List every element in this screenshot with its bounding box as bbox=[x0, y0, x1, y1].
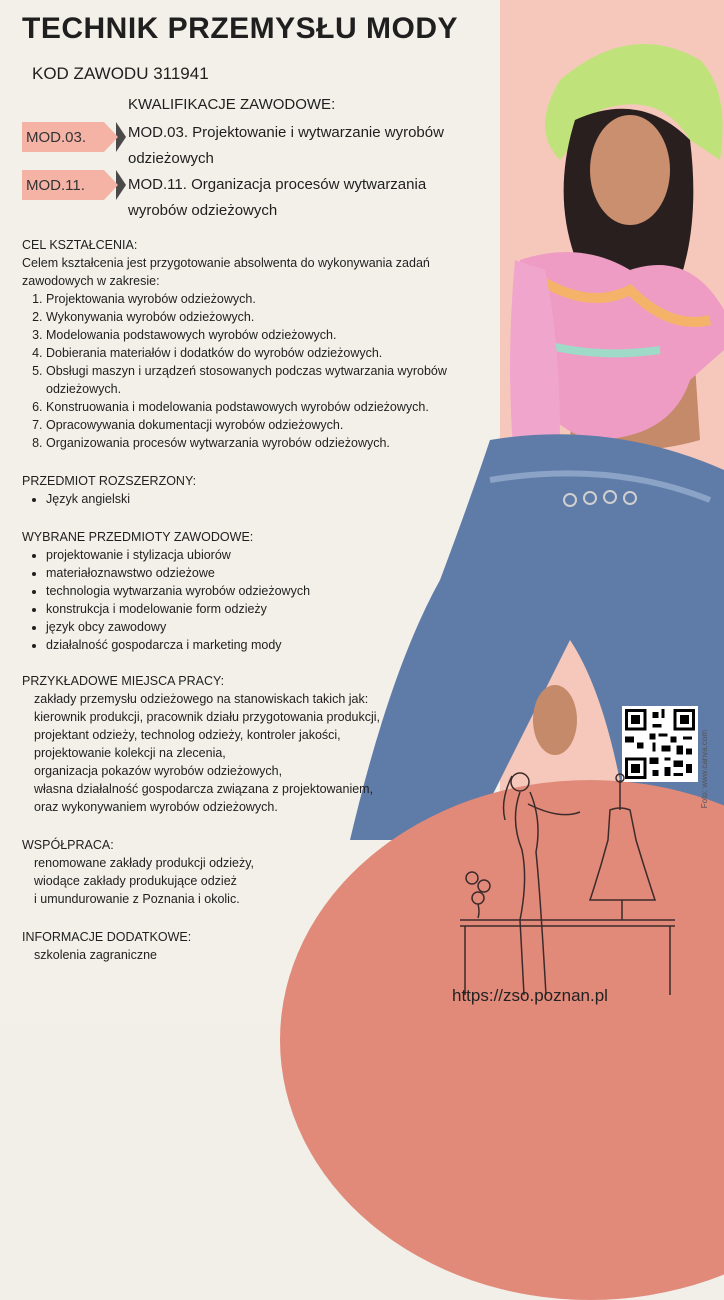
list-item: 2. Wykonywania wyrobów odzieżowych. bbox=[46, 308, 502, 326]
section-text: zawodowych w zakresie: bbox=[22, 274, 160, 288]
qualification-line: odzieżowych bbox=[128, 150, 214, 167]
goals-list bbox=[22, 290, 502, 452]
section-text: własna działalność gospodarcza związana z projektowaniem, bbox=[34, 782, 374, 796]
section-text: Celem kształcenia jest przygotowanie absolwenta do wykonywania zadań bbox=[22, 256, 430, 270]
section-text: oraz wykonywaniem wyrobów odzieżowych. bbox=[34, 800, 278, 814]
vocational-subjects-list bbox=[22, 546, 502, 654]
qualification-row-mod03 bbox=[22, 122, 444, 167]
section-heading: WYBRANE PRZEDMIOTY ZAWODOWE: bbox=[22, 530, 254, 544]
chevron-right-icon bbox=[116, 170, 126, 200]
section-text: projektowanie kolekcji na zlecenia, bbox=[34, 746, 226, 760]
qualification-line: MOD.03. Projektowanie i wytwarzanie wyrobów bbox=[128, 124, 444, 141]
qualification-row-mod11 bbox=[22, 170, 427, 219]
list-item: • konstrukcja i modelowanie form odzieży bbox=[46, 600, 502, 618]
list-item: 8. Organizowania procesów wytwarzania wyrobów odzieżowych. bbox=[46, 434, 502, 452]
qualification-line: MOD.11. Organizacja procesów wytwarzania bbox=[128, 176, 427, 193]
section-heading: WSPÓŁPRACA: bbox=[22, 838, 114, 852]
section-text: projektant odzieży, technolog odzieży, kontroler jakości, bbox=[34, 728, 341, 742]
section-przedmioty-zawodowe bbox=[22, 528, 502, 654]
section-informacje-dodatkowe bbox=[22, 928, 502, 964]
list-item: 5. Obsługi maszyn i urządzeń stosowanych podczas wytwarzania wyrobów odzieżowych. bbox=[46, 362, 502, 398]
qualification-description bbox=[128, 120, 508, 172]
section-heading: CEL KSZTAŁCENIA: bbox=[22, 238, 138, 252]
extended-subject-list bbox=[22, 490, 502, 508]
list-item: 1. Projektowania wyrobów odzieżowych. bbox=[46, 290, 502, 308]
list-item: • materiałoznawstwo odzieżowe bbox=[46, 564, 502, 582]
section-text: kierownik produkcji, pracownik działu przygotowania produkcji, bbox=[34, 710, 380, 724]
section-miejsca-pracy bbox=[22, 672, 502, 816]
section-heading: PRZYKŁADOWE MIEJSCA PRACY: bbox=[22, 674, 225, 688]
page-title: TECHNIK PRZEMYSŁU MODY bbox=[22, 12, 459, 45]
section-text: wiodące zakłady produkujące odzież bbox=[34, 874, 237, 888]
section-cel-ksztalcenia bbox=[22, 236, 502, 452]
section-przedmiot-rozszerzony bbox=[22, 472, 502, 508]
list-item: • działalność gospodarcza i marketing mody bbox=[46, 636, 502, 654]
section-heading: PRZEDMIOT ROZSZERZONY: bbox=[22, 474, 197, 488]
qualification-tag bbox=[22, 170, 104, 200]
section-text: i umundurowanie z Poznania i okolic. bbox=[34, 892, 240, 906]
qualification-description bbox=[128, 172, 508, 224]
qualifications-heading: KWALIFIKACJE ZAWODOWE: bbox=[128, 96, 336, 113]
designer-drawing bbox=[450, 760, 680, 1000]
list-item: • technologia wytwarzania wyrobów odzieżowych bbox=[46, 582, 502, 600]
section-text: szkolenia zagraniczne bbox=[34, 948, 157, 962]
qualification-tag-label: MOD.03. bbox=[26, 128, 87, 146]
chevron-right-icon bbox=[116, 122, 126, 152]
profession-code: KOD ZAWODU 311941 bbox=[32, 64, 209, 83]
qualification-tag-label: MOD.11. bbox=[26, 176, 85, 194]
section-text: zakłady przemysłu odzieżowego na stanowiskach takich jak: bbox=[34, 692, 369, 706]
list-item: • Język angielski bbox=[46, 490, 502, 508]
section-text: renomowane zakłady produkcji odzieży, bbox=[34, 856, 255, 870]
list-item: • język obcy zawodowy bbox=[46, 618, 502, 636]
list-item: 4. Dobierania materiałów i dodatków do wyrobów odzieżowych. bbox=[46, 344, 502, 362]
photo-credit: Foto: www.canva.com bbox=[700, 730, 709, 809]
list-item: • projektowanie i stylizacja ubiorów bbox=[46, 546, 502, 564]
website-link[interactable]: https://zso.poznan.pl bbox=[452, 986, 608, 1005]
qualification-line: wyrobów odzieżowych bbox=[128, 202, 278, 219]
section-wspolpraca bbox=[22, 836, 502, 908]
qualification-tag bbox=[22, 122, 104, 152]
list-item: 6. Konstruowania i modelowania podstawowych wyrobów odzieżowych. bbox=[46, 398, 502, 416]
section-heading: INFORMACJE DODATKOWE: bbox=[22, 930, 192, 944]
section-text: organizacja pokazów wyrobów odzieżowych, bbox=[34, 764, 283, 778]
list-item: 7. Opracowywania dokumentacji wyrobów odzieżowych. bbox=[46, 416, 502, 434]
fashion-designer-illustration bbox=[450, 760, 680, 1000]
list-item: 3. Modelowania podstawowych wyrobów odzieżowych. bbox=[46, 326, 502, 344]
